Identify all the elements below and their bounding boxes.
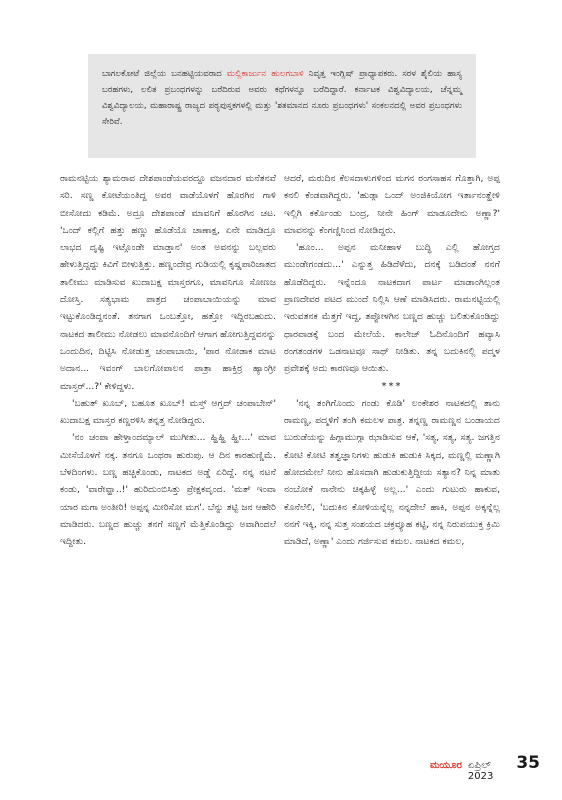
bio-text-before: ಬಾಗಲಕೋಟೆ ಜಿಲ್ಲೆಯ ಬನಹಟ್ಟಿಯವರಾದ [102,69,227,79]
page-number: 35 [516,753,540,773]
issue-date: ಏಪ್ರಿಲ್ 2023 [467,760,494,782]
bio-text-after: ನಿವೃತ್ತ ಇಂಗ್ಲಿಷ್ ಪ್ರಾಧ್ಯಾಪಕರು. ಸರಳ ಶೈಲಿಯ ಹಾಸ್ಯ ಬರಹಗಳು, ಲಲಿತ ಪ್ರಬಂಧಗಳನ್ನು ಬರೆದಿರುವ ಅವರು ಕಥೆಗಳನ್ನೂ ಬರೆದಿದ್ದಾರೆ. ಕರ್ನಾಟಕ ವಿಶ್ವವಿದ್ಯಾಲಯ, ಚೆನ್ನಮ್ಮ ವಿಶ್ವವಿದ್ಯಾಲಯ, ಮಹಾರಾಷ್ಟ್ರ ರಾಜ್ಯದ ಪಠ್ಯಪುಸ್ತಕಗಳಲ್ಲಿ ಮತ್ತು 'ಶತಮಾನದ ನೂರು ಪ್ರಬಂಧಗಳು' ಸಂಕಲನದಲ್ಲಿ ಅವರ ಪ್ರಬಂಧಗಳು ಸೇರಿವೆ. [102,69,462,127]
paragraph: 'ಬಹುತ್ ಖೂಬ್, ಬಹೂತ ಖೂಬ್! ಮಸ್ತ್ ಆಗ್ತದ್ ಚಂಪಾಬೇನ್' ಖುದಾಬಕ್ಷ ಮಾಸ್ತರ ಕಣ್ಣರಳಿಸಿ ತನ್ನತ್ತ ನೋಡಿದ್ದರು. [60,397,276,427]
paragraph: 'ನನ್ನ ತಂಗಿಗೊಂದು ಗಂಡು ಕೊಡಿ' ಲಂಕೇಶರ ನಾಟಕದಲ್ಲಿ ತಾನು ರಾಮಣ್ಣ, ಪದ್ಮಳಿಗೆ ತಂಗಿ ಕಮಲಳ ಪಾತ್ರ. ತನ್ನಣ್ಣ ರಾಮಣ್ಣನ ಬಂಡಾಯದ ಬುರುಡೆಯನ್ನು ಹಿಗ್ಗಾಮುಗ್ಗಾ ಝಾಡಿಸುವ ಆಕೆ, 'ಸತ್ಯ, ಸತ್ಯ, ಸತ್ಯ. ಜಗತ್ತಿನ ಕೋಟಿ ಕೋಟಿ ತತ್ವಜ್ಞಾನಿಗಳು ಹುಡುಕಿ ಹುಡುಕಿ ಸಿಕ್ಕದ, ಮಣ್ಣಲ್ಲಿ ಮಣ್ಣಾಗಿ ಹೋದಮೇಲೆ ನೀನು ಹೊಸದಾಗಿ ಹುಡುಕುತ್ತಿದ್ದೀಯ ಸತ್ಯಾನ? ನಿನ್ನ ಮಾತು ನಂಬೋಕೆ ನಾನೇನು ಚಿಕ್ಕಹಿಳ್ಳೆ ಅಲ್ಲ...' ಎಂದು ಗುಟುರು ಹಾಕುವ, ಕೊನೆಲೆಲಿ, 'ಬದುಕಿನ ಕೋಳಿಯನ್ನೆಲ್ಲ ನನ್ನದೇಲೆ ಹಾಕಿ, ಅಪ್ಪನ ಅಕ್ಕನ್ನೆಲ್ಲ ನನಗೆ ಇಕ್ಕಿ, ನನ್ನ ಸುತ್ತ ಸಂಶಯದ ಚಕ್ರವ್ಯೂಹ ಕಟ್ಟಿ, ನನ್ನ ನಿರುಪಯುಕ್ತ ಕ್ರಿಮಿ ಮಾಡಿದೆ, ಅಣ್ಣಾ' ಎಂದು ಗರ್ಜಿಸುವ ಕಮಲ. ನಾಟಕದ ಕಮಲ, [284,397,500,548]
paragraph: 'ಹೂಂ... ಅಪ್ಪನ ಮನೀಹಾಳ ಬುದ್ಧಿ ಎಲ್ಲಿ ಹೋಗ್ತದ ಮುಂಡೇಗಂಡದು...' ಎನ್ನುತ್ತ ಹಿಡಿದೆಳೆದು, ದನಕ್ಕೆ ಬಡಿದಂತೆ ನನಗೆ ಹೊಡೆದಿದ್ದರು. ಇನ್ನೆಂದೂ ನಾಟಕದಾಗ ಪಾರ್ಟ ಮಾಡಾಂಗಿಲ್ಲಂತ ಪ್ರಾಣದೇವರ ಪಟದ ಮುಂದೆ ನಿಲ್ಲಿಸಿ ಆಣೆ ಮಾಡಿಸಿದರು. ರಾಮನಟ್ಟಿಯಲ್ಲಿ ಇರುವತನಕ ಮೆತ್ತಗೆ ಇದ್ದ, ತಪ್ಪೋಳಗಿನ ಬಣ್ಣದ ಹುಚ್ಚು ಬಲಿತುಕೊಂಡಿದ್ದು ಧಾರವಾಡಕ್ಕೆ ಬಂದ ಮೇಲೆಯೆ. ಕಾಲೇಜ್ ಓದಿನೊಂದಿಗೆ ಹವ್ಯಾಸಿ ರಂಗತಂಡಗಳ ಒಡನಾಟವೂ ಸಾಥ್ ನೀಡಿತು. ತನ್ನ ಬದುಕಿನಲ್ಲಿ ಪದ್ಮಳ ಪ್ರವೇಶಕ್ಕೆ ಅದು ಕಾರಣವೂ ಆಯಿತು. [284,242,500,375]
paragraph: 'ನಂ ಚಂಪಾ ಹೇಳ್ತಾಂದಮ್ಯಾಲ್ ಮುಗೀತು... ಹ್ಹಿಹ್ಹಿ ಹ್ಹೀ...' ಮಾವ ಮೀಸೆಯೊಳಗೆ ನಕ್ಕ. ತನಗೂ ಒಂಥರಾ ಹುರುಪು. ಆ ದಿನ ಕಾರಹುಣ್ಣಿಮೆ. ಬೆಳದಿಂಗಳು. ಬಣ್ಣ ಹಚ್ಚಿಕೊಂಡು, ನಾಟಕದ ಅಡ್ಡೆ ಏರಿದ್ದೆ. ನನ್ನ ನಟನೆ ಕಂಡು, 'ವಾರೇವ್ಹಾ..!' ಹುರಿದುಂಬಿಸಿತ್ತು ಪ್ರೇಕ್ಷಕವೃಂದ. 'ಮತ್ ಇಂವಾ ಯಾರ ಮಗಾ ಅಂತೀರಿ! ಅಪ್ಪನ್ನ ಮೀರಿಸೋ ಮಗ'. ಬೆನ್ನು ತಟ್ಟಿ ಜನ ಆಹೇರಿ ಮಾಡಿದರು. ಬಣ್ಣದ ಹುಚ್ಚು ತನಗೆ ಸಣ್ಣಗೆ ಮೆತ್ತಿಕೊಂಡಿದ್ದು ಅವಾಗಿಂದಲೆ ಇದ್ದೀತು. [60,432,276,548]
author-bio-box [88,54,476,158]
paragraph: ರಾಮನಟ್ಟಿಯ ಶ್ಯಾಮರಾವ ದೇಶಪಾಂಡೆಯವರದ್ದೂ ವಜನದಾರ ಮನೆತನವೆ ಸರಿ. ಸಣ್ಣ ಕೋಟೆಯಂತಿದ್ದ ಅವರ ವಾಡೆಯೊಳಗೆ ಹೊರಗಿನ ಗಾಳಿ ಬೀಸೋದು ಕಡಿಮೆ. ಅದ್ರೂ ದೇಶಪಾಂಡೆ ಮಾವನಿಗೆ ಹೊರಗಿನ ಚಟ. 'ಒಂದ್ ಕಲ್ಲಿಗೆ ಹತ್ತು ಹಣ್ಣು ಹೊಡೆಯೊ ಚಾಣಾಕ್ಷ, ಏನೇ ಮಾಡಿದ್ರೂ ಲಾಭದ ದೃಷ್ಟಿ ಇಟ್ಗೊಂಡೇ ಮಾಡ್ತಾನ' ಅಂತ ಅವನನ್ನು ಬಲ್ಲವರು ಹೇಳುತ್ತಿದ್ದದ್ದು ಕಿವಿಗೆ ಬೀಳುತ್ತಿತ್ತು. ಹಣ್ಣಂದೇವ್ರ ಗುಡಿಯಲ್ಲಿ ಕೃಷ್ಣಪಾರಿಜಾತದ ತಾಲೀಮು ಮಾಡಿಸುವ ಖುದಾಬಕ್ಷ ಮಾಸ್ತರಗೂ, ಮಾವನಿಗೂ ಸೋಣಜ ದೋಸ್ತಿ. ಸತ್ಯಭಾಮ ಪಾತ್ರದ ಚಂಪಾಬಾಯಿಯನ್ನು ಮಾವ ಇಟ್ಟುಕೊಂಡಿದ್ದನಂತೆ. ತನಗಾಗ ಒಂಬತ್ತೋ, ಹತ್ತೋ ಇದ್ದಿರಬಹುದು. ನಾಟಕದ ತಾಲೀಮು ನೋಡಲು ಮಾವನೊಂದಿಗೆ ಆಗಾಗ ಹೋಗುತ್ತಿದ್ದವನನ್ನು ಒಂದುದಿನ, ದಿಟ್ಟಿಸಿ ನೋಡುತ್ತ ಚಂಪಾಬಾಯಿ, 'ಪಾರ ನೋಡಾಕ ಮಾಟ ಅದಾನ... ಇವಂಗ್ ಬಾಲಗೋಪಾಲನ ಪಾತ್ರಾ ಹಾಕ್ತಿರ್ರ ಹ್ಯಾಂಗ್ರೀ ಮಾಸ್ತರ್...?' ಕೇಳಿದ್ದಳು. [60,173,276,392]
left-column [60,170,276,551]
author-name: ಮಲ್ಲಿಕಾರ್ಜುನ ಹುಲಗಬಾಳಿ [226,69,304,79]
page-footer [430,753,540,782]
paragraph: ಆದರೆ, ಮರುದಿನ ಕೆಲಸದಾಳುಗಳಿಂದ ಮಗನ ರಂಗಸಾಹಸ ಗೊತ್ತಾಗಿ, ಅಪ್ಪ ಕನಲಿ ಕೆಂಡವಾಗಿದ್ದರು. 'ಹುಡ್ಗಾ ಒಂದ್ ಅಂಜಿಕಿಯೋಗ ಇರ್ತಾನಂತ್ಹೇಳಿ ಇಲ್ಲಿಗಿ ಕರ್ಕೊಂಡು ಬಂದ್ರ, ನೀನೇ ಹಿಂಗ್ ಮಾಡೂದೇನು ಅಣ್ಣಾ?' ಮಾವನನ್ನು ಕೆಂಗಣ್ಣಿನಿಂದ ನೋಡಿದ್ದರು. [284,173,500,236]
right-column [284,170,500,551]
section-separator: *** [381,380,403,392]
magazine-name: ಮಯೂರ [430,760,462,771]
